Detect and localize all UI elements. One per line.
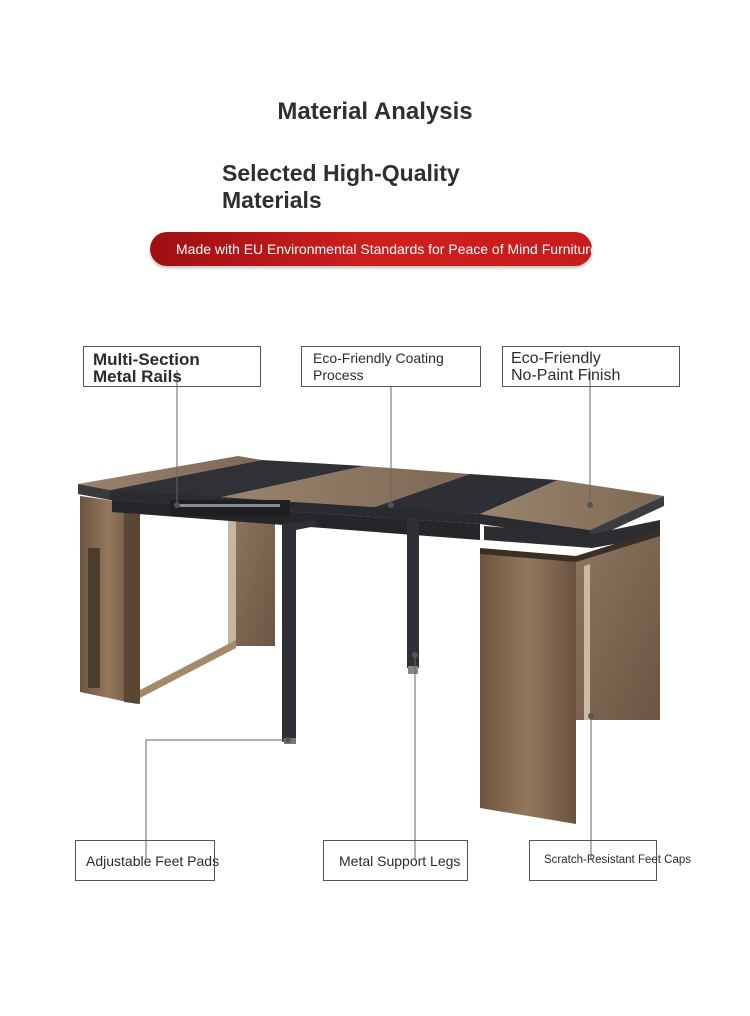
callout-no-paint-finish-line-2: No-Paint Finish — [511, 367, 621, 384]
left-wood-end-frame — [80, 496, 275, 704]
callout-scratch-resistant-feet-caps-text: Scratch-Resistant Feet Caps — [544, 854, 692, 866]
callout-no-paint-finish-line-1: Eco-Friendly — [511, 350, 601, 367]
callout-metal-rails-line-2: Metal Rails — [93, 367, 182, 386]
callout-coating-process-line-2: Process — [313, 367, 364, 383]
callout-adjustable-feet-pads — [75, 840, 220, 881]
callout-metal-rails-line-1: Multi-Section — [93, 350, 200, 369]
right-wood-end-frame — [480, 520, 660, 824]
callout-coating-process — [301, 346, 481, 387]
section-heading-line-1: Selected High-Quality — [222, 160, 460, 186]
callout-metal-support-legs-text: Metal Support Legs — [339, 853, 461, 869]
section-heading-line-2: Materials — [222, 187, 322, 213]
callout-metal-support-legs — [323, 840, 468, 881]
callout-adjustable-feet-pads-text: Adjustable Feet Pads — [86, 853, 220, 869]
standards-banner-text: Made with EU Environmental Standards for Peace of Mind Furniture — [176, 241, 598, 257]
metal-support-legs — [282, 518, 419, 744]
page-title: Material Analysis — [277, 98, 473, 125]
callout-no-paint-finish — [502, 346, 680, 387]
callout-scratch-resistant-feet-caps — [529, 840, 692, 881]
callout-metal-rails — [83, 346, 261, 387]
callout-coating-process-line-1: Eco-Friendly Coating — [313, 350, 444, 366]
